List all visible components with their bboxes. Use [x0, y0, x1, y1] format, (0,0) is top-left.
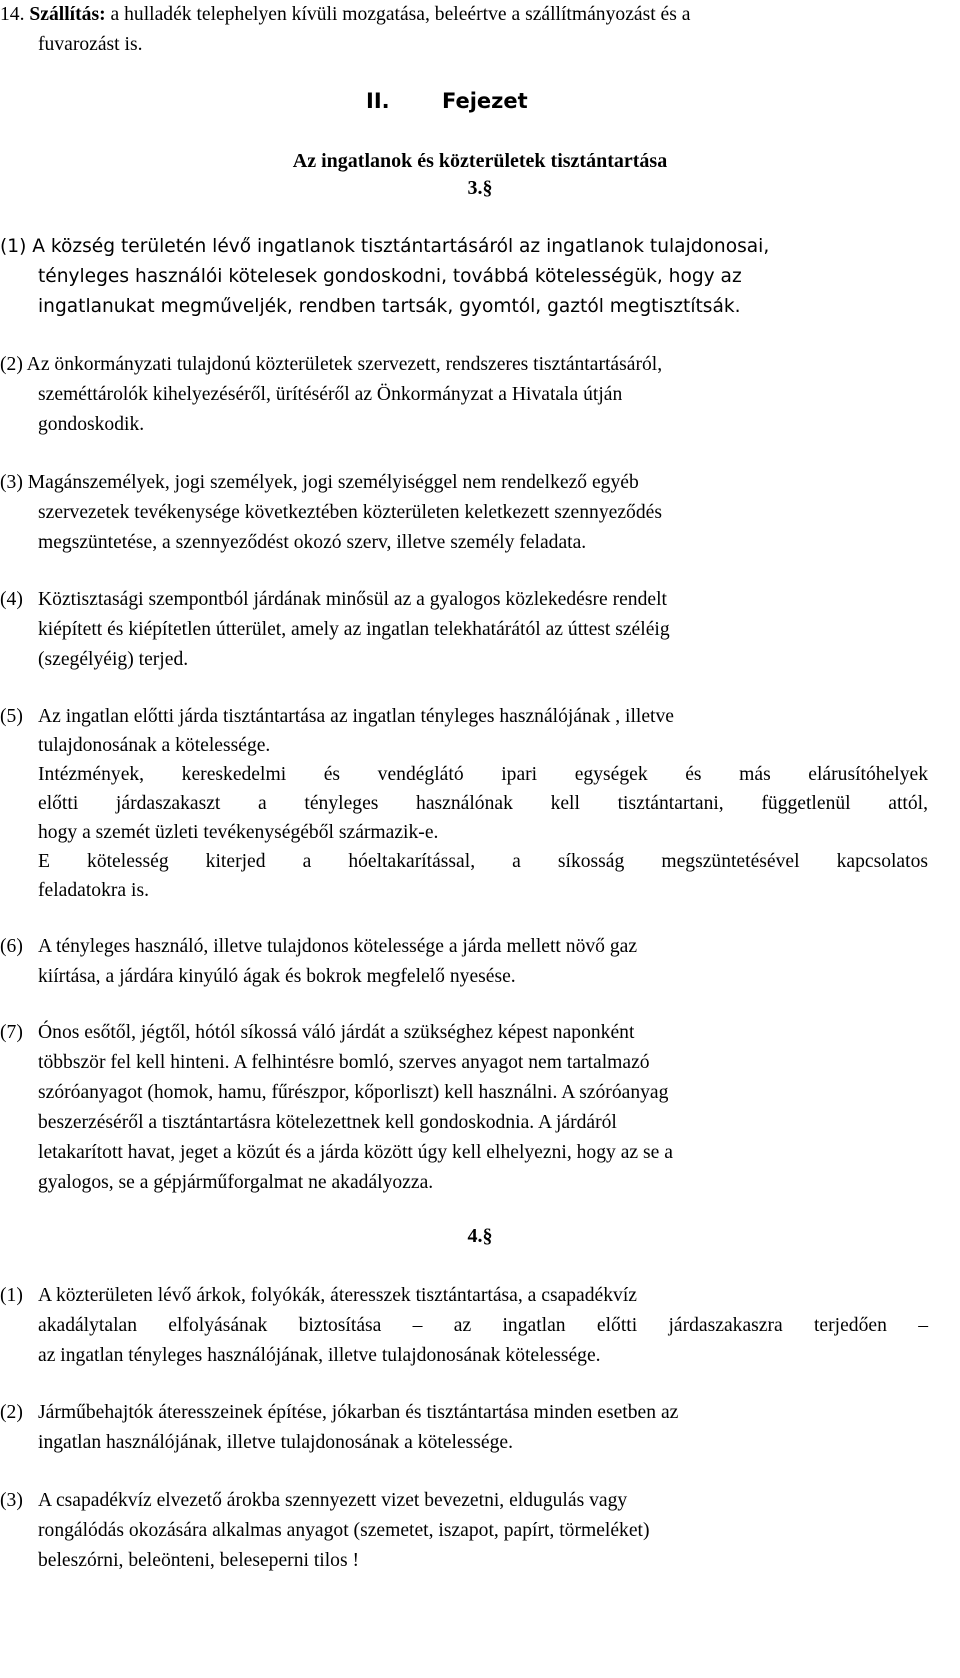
s3-p4-line-3: (szegélyéig) terjed.	[38, 649, 189, 670]
s4-p3-number: (3)	[0, 1490, 23, 1511]
s4-p1-number: (1)	[0, 1285, 23, 1306]
s3-p3-line-3: megszüntetése, a szennyeződést okozó szerv, illetve személy feladata.	[38, 532, 587, 553]
s3-p5-number: (5)	[0, 706, 23, 727]
definition-14	[0, 0, 690, 30]
definition-term: Szállítás:	[29, 4, 106, 25]
s4-p1-line-2: akadálytalan elfolyásának biztosítása – az ingatlan előtti járdaszakaszra terjedően –	[38, 1315, 928, 1336]
s3-p4-line-2: kiépített és kiépítetlen útterület, amely az ingatlan telekhatárától az úttest széléig	[38, 619, 670, 640]
s4-p3-line-2: rongálódás okozására alkalmas anyagot (szemetet, iszapot, papírt, törmeléket)	[38, 1520, 650, 1541]
s3-p1-line-1: (1) A község területén lévő ingatlanok tisztántartásáról az ingatlanok tulajdonosai,	[0, 236, 770, 257]
definition-number: 14.	[0, 4, 25, 25]
s4-p3-line-1: A csapadékvíz elvezető árokba szennyezett vizet bevezetni, eldugulás vagy	[38, 1490, 628, 1511]
s3-p5-line-1: Az ingatlan előtti járda tisztántartása az ingatlan tényleges használójának , illetve	[38, 706, 674, 727]
s3-p2-line-1: (2) Az önkormányzati tulajdonú közterületek szervezett, rendszeres tisztántartásáról,	[0, 354, 663, 375]
section-heading-4: 4.§	[467, 1225, 493, 1247]
s3-p1-line-3: ingatlanukat megműveljék, rendben tartsák, gyomtól, gaztól megtisztítsák.	[38, 296, 741, 317]
s4-p1-line-3: az ingatlan tényleges használójának, illetve tulajdonosának kötelessége.	[38, 1345, 601, 1366]
s4-p2-number: (2)	[0, 1402, 23, 1423]
s3-p5-line-5: hogy a szemét üzleti tevékenységéből származik-e.	[38, 822, 439, 843]
s3-p5-line-7: feladatokra is.	[38, 880, 149, 901]
s3-p4-number: (4)	[0, 589, 23, 610]
s3-p3-line-2: szervezetek tevékenysége következtében közterületen keletkezett szennyeződés	[38, 502, 662, 523]
s4-p2-line-1: Járműbehajtók áteresszeinek építése, jókarban és tisztántartása minden esetben az	[38, 1402, 679, 1423]
s4-p2-line-2: ingatlan használójának, illetve tulajdonosának a kötelessége.	[38, 1432, 513, 1453]
s3-p5-line-2: tulajdonosának a kötelessége.	[38, 735, 271, 756]
s4-p1-line-1: A közterületen lévő árkok, folyókák, áteresszek tisztántartása, a csapadékvíz	[38, 1285, 637, 1306]
definition-text: a hulladék telephelyen kívüli mozgatása, beleértve a szállítmányozást és a	[110, 4, 691, 25]
s3-p7-line-3: szóróanyagot (homok, hamu, fűrészpor, kőporliszt) kell használni. A szóróanyag	[38, 1082, 669, 1103]
s4-p3-line-3: beleszórni, beleönteni, beleseperni tilos !	[38, 1550, 360, 1571]
chapter-title: Az ingatlanok és közterületek tisztántartása	[292, 150, 668, 172]
s3-p2-line-3: gondoskodik.	[38, 414, 145, 435]
s3-p6-line-1: A tényleges használó, illetve tulajdonos kötelessége a járda mellett növő gaz	[38, 936, 638, 957]
s3-p3-line-1: (3) Magánszemélyek, jogi személyek, jogi személyiséggel nem rendelkező egyéb	[0, 472, 639, 493]
s3-p4-line-1: Köztisztasági szempontból járdának minősül az a gyalogos közlekedésre rendelt	[38, 589, 667, 610]
section-heading-3: 3.§	[467, 177, 493, 199]
s3-p1-line-2: tényleges használói kötelesek gondoskodni, továbbá kötelességük, hogy az	[38, 266, 742, 287]
s3-p7-line-6: gyalogos, se a gépjárműforgalmat ne akadályozza.	[38, 1172, 434, 1193]
s3-p5-line-3: Intézmények, kereskedelmi és vendéglátó ipari egységek és más elárusítóhelyek	[38, 764, 928, 785]
definition-text-cont: fuvarozást is.	[38, 34, 143, 55]
s3-p6-line-2: kiírtása, a járdára kinyúló ágak és bokrok megfelelő nyesése.	[38, 966, 516, 987]
s3-p7-line-4: beszerzéséről a tisztántartásra kötelezettnek kell gondoskodnia. A járdáról	[38, 1112, 617, 1133]
s3-p5-line-4: előtti járdaszakaszt a tényleges használónak kell tisztántartani, függetlenül attól,	[38, 793, 928, 814]
s3-p6-number: (6)	[0, 936, 23, 957]
s3-p5-line-6: E kötelesség kiterjed a hóeltakarítással, a síkosság megszüntetésével kapcsolatos	[38, 851, 928, 872]
s3-p7-number: (7)	[0, 1022, 23, 1043]
chapter-roman: II.	[366, 89, 390, 113]
s3-p7-line-2: többször fel kell hinteni. A felhintésre bomló, szerves anyagot nem tartalmazó	[38, 1052, 650, 1073]
s3-p7-line-5: letakarított havat, jeget a közút és a járda között úgy kell elhelyezni, hogy az se a	[38, 1142, 673, 1163]
s3-p2-line-2: szeméttárolók kihelyezéséről, ürítéséről az Önkormányzat a Hivatala útján	[38, 384, 623, 405]
chapter-word: Fejezet	[442, 89, 528, 113]
s3-p7-line-1: Ónos esőtől, jégtől, hótól síkossá váló járdát a szükséghez képest naponként	[38, 1022, 635, 1043]
